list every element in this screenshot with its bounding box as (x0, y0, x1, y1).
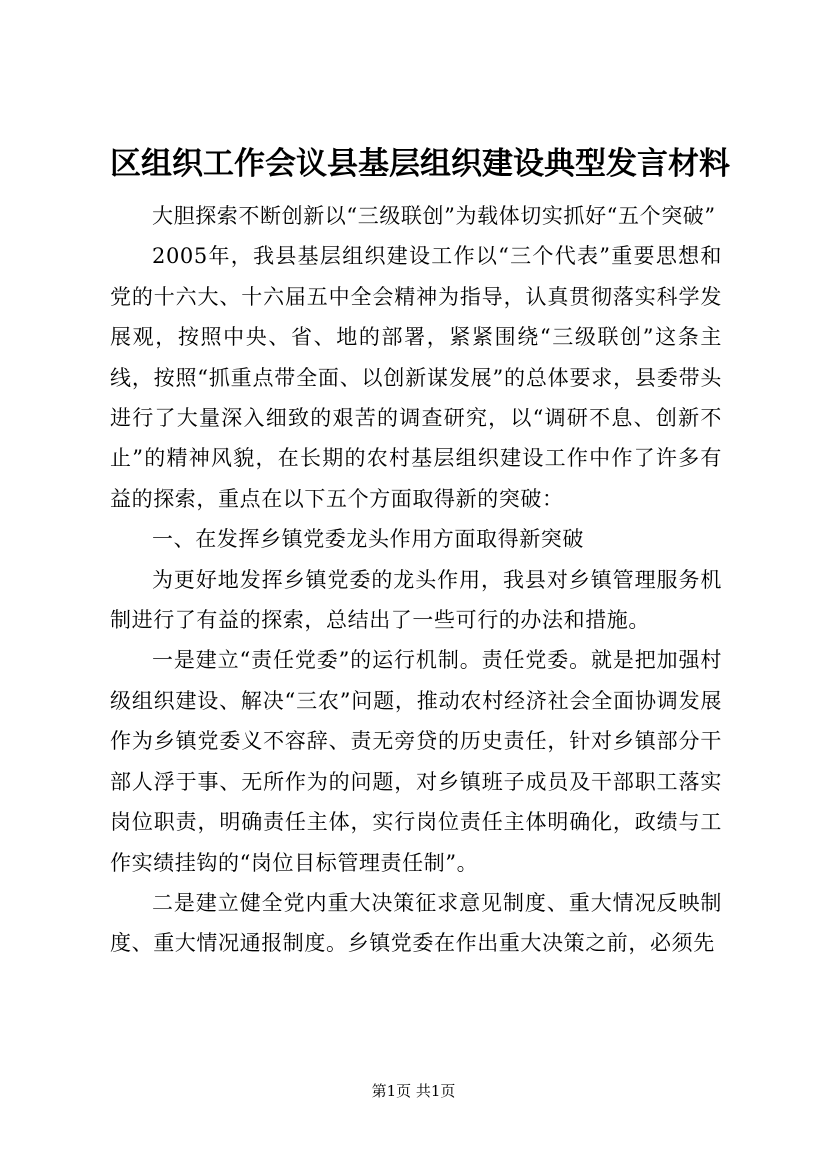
page-number-footer: 第1页 共1页 (371, 1082, 456, 1100)
document-body (110, 196, 722, 964)
body-paragraph: 为更好地发挥乡镇党委的龙头作用，我县对乡镇管理服务机制进行了有益的探索，总结出了一些可行的办法和措施。 (110, 567, 722, 633)
section-heading: 一、在发挥乡镇党委龙头作用方面取得新突破 (152, 527, 584, 552)
body-paragraph: 二是建立健全党内重大决策征求意见制度、重大情况反映制度、重大情况通报制度。乡镇党委在作出重大决策之前，必须先 (110, 890, 722, 956)
body-paragraph: 2005年，我县基层组织建设工作以“三个代表”重要思想和党的十六大、十六届五中全会精神为指导，认真贯彻落实科学发展观，按照中央、省、地的部署，紧紧围绕“三级联创”这条主线，按照“抓重点带全面、以创新谋发展”的总体要求，县委带头进行了大量深入细致的艰苦的调查研究，以“调研不息、创新不止”的精神风貌，在长期的农村基层组织建设工作中作了许多有益的探索，重点在以下五个方面取得新的突破： (110, 244, 722, 511)
subtitle-paragraph: 大胆探索不断创新以“三级联创”为载体切实抓好“五个突破” (152, 204, 716, 228)
body-paragraph: 一是建立“责任党委”的运行机制。责任党委。就是把加强村级组织建设、解决“三农”问题，推动农村经济社会全面协调发展作为乡镇党委义不容辞、责无旁贷的历史责任，针对乡镇部分干部人浮于事、无所作为的问题，对乡镇班子成员及干部职工落实岗位职责，明确责任主体，实行岗位责任主体明确化，政绩与工作实绩挂钩的“岗位目标管理责任制”。 (110, 648, 722, 875)
document-title: 区组织工作会议县基层组织建设典型发言材料 (110, 146, 730, 182)
